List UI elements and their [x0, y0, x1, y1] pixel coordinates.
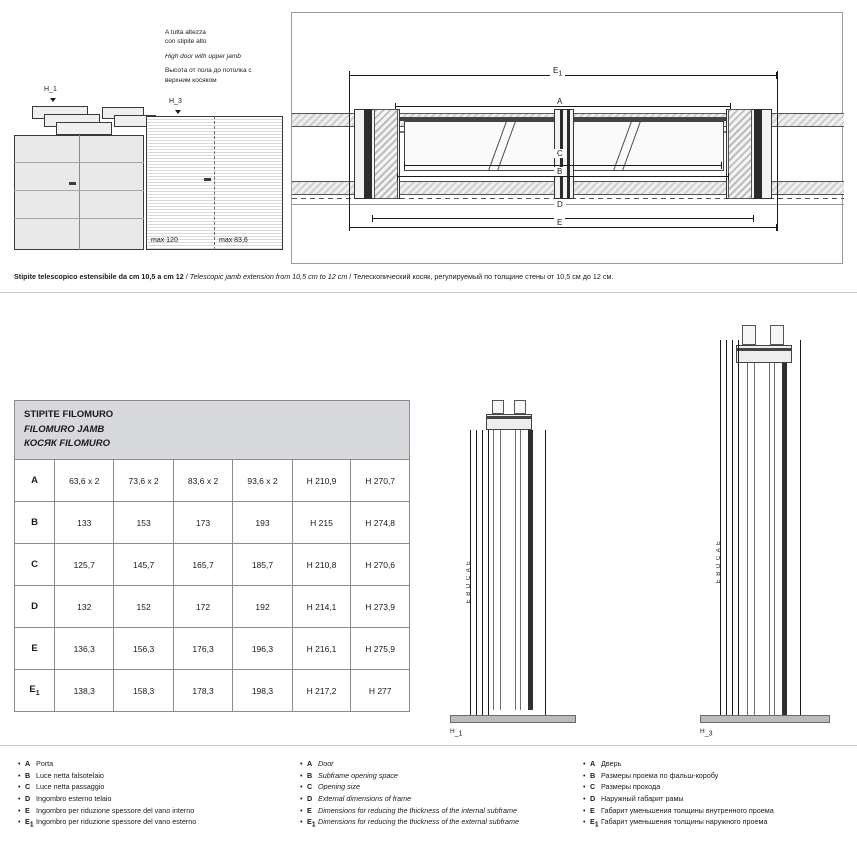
table-cell: 173: [173, 502, 232, 544]
top-note: [165, 28, 295, 85]
h3-dimv-4: [738, 340, 739, 715]
table-cell: H 270,6: [351, 544, 410, 586]
table-cell: H 210,8: [292, 544, 351, 586]
caption-it: Stipite telescopico estensibile da cm 10,5 a cm 12: [14, 272, 184, 281]
h3-dimv-1: [720, 340, 721, 715]
legend-bullet-icon: •: [300, 817, 303, 827]
legend-bullet-icon: •: [18, 770, 21, 780]
legend-row: [583, 816, 857, 831]
table-cell: 125,7: [55, 544, 114, 586]
top-note-it-line1: A tutta altezza: [165, 29, 206, 36]
h3-line-c: [754, 363, 755, 715]
table-cell: 156,3: [114, 628, 173, 670]
h1-line-c: [500, 430, 501, 710]
table-cell: 152: [114, 586, 173, 628]
table-cell: H 273,9: [351, 586, 410, 628]
legend-text: Porta: [36, 759, 54, 768]
legend-text: Luce netta falsotelaio: [36, 770, 104, 780]
legend-text: Ingombro per riduzione spessore del vano interno: [36, 805, 195, 815]
table-cell: 136,3: [55, 628, 114, 670]
section-drawing-h3: [690, 325, 850, 740]
table-cell: 145,7: [114, 544, 173, 586]
h1-jamb-top-right: [514, 400, 526, 414]
legend-row: [18, 805, 298, 817]
top-note-en: High door with upper jamb: [165, 52, 241, 60]
legend-text: Dimensions for reducing the thickness of the internal subframe: [318, 805, 517, 815]
dim-c-line: [404, 165, 722, 166]
legend-bullet-icon: •: [583, 805, 586, 815]
table-row-label: $E_1$: [15, 670, 55, 712]
legend-bullet-icon: •: [18, 805, 21, 815]
elevation-max-right-label: max 83,6: [219, 237, 248, 244]
table-row-label: D: [15, 586, 55, 628]
table-cell: 158,3: [114, 670, 173, 712]
legend-key: A: [590, 759, 596, 768]
h3-dim-marks: E B D C A E: [716, 540, 722, 584]
legend-key: E1: [25, 817, 34, 829]
table-cell: H 214,1: [292, 586, 351, 628]
section-drawing-h1: [440, 400, 600, 740]
legend-bullet-icon: •: [18, 759, 21, 768]
table-cell: 176,3: [173, 628, 232, 670]
top-note-ru-line1: Высота от пола до потолка с: [165, 67, 252, 75]
legend-bullet-icon: •: [18, 817, 21, 827]
table-cell: 153: [114, 502, 173, 544]
legend-english: [300, 758, 580, 831]
h1-head-rail: [486, 416, 532, 419]
legend-row: [18, 781, 298, 793]
table-row-label: B: [15, 502, 55, 544]
legend-row: [583, 805, 857, 817]
legend-text: Ingombro per riduzione spessore del vano esterno: [36, 817, 197, 827]
plan-section-diagram: [291, 12, 843, 264]
h3-head-rail: [736, 348, 792, 351]
top-note-ru-line2: верхним косяком: [165, 76, 217, 84]
dim-e-label: E: [554, 218, 565, 227]
legend-row: [300, 758, 580, 770]
legend-key: D: [307, 793, 313, 803]
dim-c-label: C: [554, 149, 566, 158]
table-cell: 138,3: [55, 670, 114, 712]
legend-italian: [18, 758, 298, 831]
legend-bullet-icon: •: [583, 793, 586, 803]
elevation-left-line-2: [14, 190, 144, 191]
table-cell: 198,3: [233, 670, 292, 712]
legend-text: Наружный габарит рамы: [601, 793, 684, 803]
h3-line-b: [769, 363, 770, 715]
table-cell: 172: [173, 586, 232, 628]
h1-dimv-3: [482, 430, 483, 715]
legend-bullet-icon: •: [300, 805, 303, 815]
legend-row: [300, 793, 580, 805]
legend-row: [300, 781, 580, 793]
elevation-h1-label: H_1: [44, 86, 57, 93]
legend-bullet-icon: •: [300, 782, 303, 792]
table-title-ru: КОСЯК FILOMURO: [24, 438, 111, 450]
table-cell: H 210,9: [292, 460, 351, 502]
table-cell: 178,3: [173, 670, 232, 712]
table-cell: H 277: [351, 670, 410, 712]
legend-row: [583, 793, 857, 805]
legend-text: Дверь: [601, 759, 622, 768]
legend-key: C: [590, 782, 596, 792]
elevation-h1-tick-icon: [50, 98, 56, 102]
table-cell: 73,6 x 2: [114, 460, 173, 502]
h1-line-b: [515, 430, 516, 710]
caption-sep-2: /: [347, 272, 354, 281]
legend-text: External dimensions of frame: [318, 793, 412, 803]
table-row: [15, 502, 410, 544]
legend-text: Размеры проема по фальш-коробу: [601, 770, 719, 780]
table-row-label: A: [15, 460, 55, 502]
legend-key: D: [25, 793, 31, 803]
legend-key: C: [307, 782, 313, 792]
legend-bullet-icon: •: [583, 759, 586, 768]
legend-row: [18, 770, 298, 782]
elevation-h3-tick-icon: [175, 110, 181, 114]
elevation-left-line-1: [14, 162, 144, 163]
legend-key: A: [307, 759, 313, 768]
right-jamb-hatch: [728, 109, 752, 199]
h3-dimv-5: [800, 340, 801, 715]
h1-dimv-4: [488, 430, 489, 715]
h1-line-d: [493, 430, 494, 710]
legend-row: [300, 770, 580, 782]
table-cell: 193: [233, 502, 292, 544]
h3-jamb-top-right: [770, 325, 784, 345]
legend-row: [18, 793, 298, 805]
legend-text: Ingombro esterno telaio: [36, 793, 112, 803]
h3-caption: H_3: [700, 728, 713, 738]
legend-text: Размеры прохода: [601, 782, 661, 792]
legend-key: C: [25, 782, 31, 792]
table-row: [15, 628, 410, 670]
legend-bullet-icon: •: [583, 770, 586, 780]
divider-top: [0, 292, 857, 293]
h1-dim-marks: E B D C A E: [466, 560, 472, 604]
table-row-label: E: [15, 628, 55, 670]
table-title-it: STIPITE FILOMURO: [24, 409, 114, 420]
table-row: [15, 670, 410, 712]
h3-panel-post: [782, 363, 787, 715]
legend-text: Luce netta passaggio: [36, 782, 105, 792]
legend-bullet-icon: •: [18, 793, 21, 803]
table-body: [15, 460, 410, 712]
table-cell: 165,7: [173, 544, 232, 586]
legend-key: E: [25, 805, 30, 815]
legend-key: B: [307, 770, 313, 780]
h3-line-d: [747, 363, 748, 715]
elevation-h3-label: H_3: [169, 98, 182, 105]
legend-row: [583, 781, 857, 793]
h1-dimv-5: [545, 430, 546, 715]
legend-russian: [583, 758, 857, 831]
elevation-top-panel-3: [56, 122, 112, 135]
legend-bullet-icon: •: [18, 782, 21, 792]
table-cell: 192: [233, 586, 292, 628]
h3-dimv-2: [726, 340, 727, 715]
right-jamb-core: [754, 109, 762, 199]
caption-ru: Телескопический косяк, регулируемый по толщине стены от 10,5 см до 12 см.: [353, 272, 614, 281]
dim-b-label: B: [554, 167, 565, 176]
table-cell: 196,3: [233, 628, 292, 670]
table-cell: H 270,7: [351, 460, 410, 502]
table-cell: 83,6 x 2: [173, 460, 232, 502]
table-title-en: FILOMURO JAMB: [24, 423, 105, 435]
legend-key: E1: [590, 817, 599, 829]
section-caption: [14, 272, 844, 282]
caption-sep-1: /: [183, 272, 190, 281]
legend-key: E: [590, 805, 595, 815]
table-row: [15, 544, 410, 586]
legend-text: Subframe opening space: [318, 770, 398, 780]
center-mullion-core-2: [567, 109, 570, 199]
table-row: [15, 460, 410, 502]
h1-dimv-2: [476, 430, 477, 715]
legend-text: Dimensions for reducing the thickness of the external subframe: [318, 817, 519, 827]
dim-e-line: [349, 227, 777, 228]
table-cell: H 216,1: [292, 628, 351, 670]
h1-caption: H_1: [450, 728, 463, 738]
h3-floor: [700, 715, 830, 723]
legend-key: B: [25, 770, 31, 780]
legend-text: Габарит уменьшения толщины наружного проема: [601, 817, 768, 827]
table-cell: H 217,2: [292, 670, 351, 712]
legend-bullet-icon: •: [300, 770, 303, 780]
legend-bullet-icon: •: [583, 817, 586, 827]
caption-en: Telescopic jamb extension from 10,5 cm to 12 cm: [189, 272, 348, 281]
legend-text: Габарит уменьшения толщины внутренного проема: [601, 805, 774, 815]
dim-e1-label: E1: [550, 66, 565, 78]
table-cell: H 274,8: [351, 502, 410, 544]
legend-key: E: [307, 805, 312, 815]
dim-d-label: D: [554, 200, 566, 209]
divider-bottom: [0, 745, 857, 746]
left-jamb-hatch: [374, 109, 398, 199]
h3-jamb-top-left: [742, 325, 756, 345]
h1-jamb-top-left: [492, 400, 504, 414]
left-jamb-core: [364, 109, 372, 199]
legend-key: D: [590, 793, 596, 803]
elevation-left-line-3: [14, 218, 144, 219]
h3-dimv-3: [732, 340, 733, 715]
h1-panel-post: [528, 430, 533, 710]
wall-baseline: [292, 204, 844, 205]
legend-row: [583, 758, 857, 770]
table-row-label: C: [15, 544, 55, 586]
table-cell: 93,6 x 2: [233, 460, 292, 502]
legend-bullet-icon: •: [583, 782, 586, 792]
elevation-left-door-split: [79, 135, 80, 250]
dim-a-line: [395, 106, 731, 107]
table-cell: 132: [55, 586, 114, 628]
dim-b-line: [397, 176, 729, 177]
legend-row: [300, 816, 580, 831]
dim-a-label: A: [554, 97, 565, 106]
table-row: [15, 586, 410, 628]
legend-text: Door: [318, 759, 334, 768]
legend-text: Opening size: [318, 782, 360, 792]
elevation-drawing: [14, 86, 284, 255]
h1-floor: [450, 715, 576, 723]
elevation-left-handle-icon: [69, 182, 76, 185]
legend-bullet-icon: •: [300, 759, 303, 768]
legend-row: [18, 758, 298, 770]
elevation-right-handle-icon: [204, 178, 211, 181]
legend-key: A: [25, 759, 31, 768]
elevation-right-door-split: [214, 116, 215, 250]
table-cell: 63,6 x 2: [55, 460, 114, 502]
elevation-max-left-label: max 120: [151, 237, 178, 244]
ext-line-left: [349, 71, 350, 231]
dimensions-table: [14, 400, 410, 712]
table-cell: H 275,9: [351, 628, 410, 670]
table-cell: H 215: [292, 502, 351, 544]
legend-key: E1: [307, 817, 316, 829]
legend-row: [300, 805, 580, 817]
ext-line-right: [777, 71, 778, 231]
h1-line-a: [520, 430, 521, 710]
legend-row: [583, 770, 857, 782]
legend-bullet-icon: •: [300, 793, 303, 803]
legend-key: B: [590, 770, 596, 780]
legend-row: [18, 816, 298, 831]
table-header: [15, 401, 410, 460]
h3-line-a: [774, 363, 775, 715]
table-cell: 133: [55, 502, 114, 544]
top-note-it-line2: con stipite alto: [165, 38, 207, 46]
table-cell: 185,7: [233, 544, 292, 586]
